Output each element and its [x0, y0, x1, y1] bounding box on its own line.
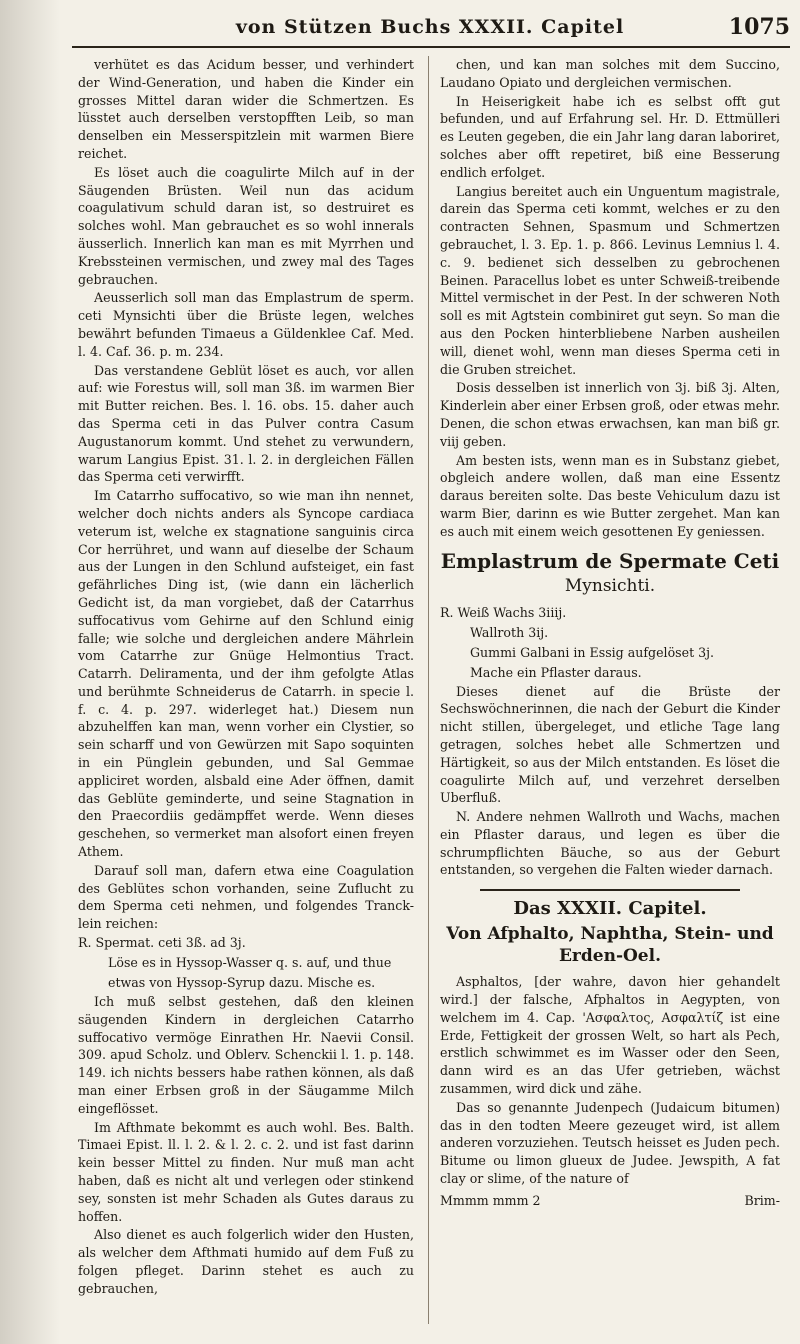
- paragraph: Ich muß selbst gestehen, daß den kleinen säugenden Kindern in dergleichen Catarrho suffocativo vermöge Einrathen Hr. Naevii Consil. 309. apud Scholz. und Oblerv. Schenckii l. 1. p. 148. 149. ich nichts bessers habe rathen können, als daß man einer Erbsen groß in der Säugamme Milch eingeflösset.: [78, 994, 414, 1116]
- page-number: 1075: [728, 14, 790, 40]
- left-column: [78, 56, 414, 1324]
- recipe-line: R. Weiß Wachs 3iiij.: [440, 604, 567, 620]
- paragraph: Also dienet es auch folgerlich wider den Husten, als welcher dem Afthmati humido auf dem Fuß zu folgen pfleget. Darinn stehet es auch zu gebrauchen,: [78, 1227, 414, 1296]
- chapter-rule: [480, 889, 740, 891]
- right-column: [440, 56, 780, 1324]
- paragraph: Das so genannte Judenpech (Judaicum bitumen) das in den todten Meere gezeuget wird, ist allem anderen vorzuziehen. Teutsch heisset es Juden pech. Bitume ou limon glueux de Judee. Jewspith, A fat clay or slime, of the nature of: [440, 1099, 780, 1187]
- catchword: Brim-: [744, 1192, 780, 1208]
- paragraph: Am besten ists, wenn man es in Substanz giebet, obgleich andere wollen, daß man eine Essentz daraus bereiten solte. Das beste Vehiculum dazu ist warm Bier, darinn es wie Butter zergehet. Man kan es auch mit einem weich gesottenen Ey geniessen.: [440, 452, 780, 539]
- paragraph: In Heiserigkeit habe ich es selbst offt gut befunden, und auf Erfahrung sel. Hr. D. Ettmülleri es Leuten gegeben, die ein Jahr lang daran laboriret, solches aber offt repetiret, biß eine Besserung endlich erfolget.: [440, 93, 780, 180]
- recipe-line: Mache ein Pflaster daraus.: [470, 664, 642, 680]
- column-divider: [428, 56, 429, 1324]
- recipe-line: Gummi Galbani in Essig aufgelöset 3j.: [470, 644, 715, 660]
- recipe-line: Wallroth 3ij.: [470, 624, 549, 640]
- paragraph: Im Catarrho suffocativo, so wie man ihn nennet, welcher doch nichts anders als Syncope cardiaca veterum ist, welche ex stagnatione sanguinis circa Cor herrühret, und wann auf dieselbe der Schaum aus der Lungen in den Schlund aufsteiget, ein fast gefährliches Ding ist, (wie dann ein lächerlich Gedicht ist, da man vorgiebet, daß der Catarrhus suffocativus vom Gehirne auf den Schlund einig falle; wie solche und dergleichen andere Mährlein vom Catarrhe zur Gnüge Helmontius Tract. Catarrh. Deliramenta, und der ihm gefolgte Atlas und berühmte Schneiderus de Catarrh. in specie l. f. c. 4. p. 297. widerleget hat.) Diesem nun abzuhelffen kan man, wenn vorher ein Clystier, so sein scharff und von Gewürzen mit Sapo soquinten in ein Pünglein gebunden, und Sal Gemmae appliciret worden, alsbald eine Ader öffnen, damit das Geblüte geminderte, und seine Stagnation in den Praecordiis gedämpffet werde. Wenn dieses geschehen, so vermerket man alsofort einen freyen Athem.: [78, 488, 414, 860]
- binding-shadow: [0, 0, 60, 1344]
- paragraph: Asphaltos, [der wahre, davon hier gehandelt wird.] der falsche, Afphaltos in Aegypten, von welchem im 4. Cap. 'Ασφαλτος, Ασφαλτίζ ist eine Erde, Fettigkeit der grossen Welt, so hart als Pech, erstlich schwimmet es im Wasser oder den Seen, dann wird es an das Ufer getrieben, wächst zusammen, wird dick und zähe.: [440, 974, 780, 1097]
- paragraph: Darauf soll man, dafern etwa eine Coagulation des Geblütes schon vorhanden, seine Zuflucht zu dem Sperma ceti nehmen, und folgendes Tranck-lein reichen:: [78, 862, 414, 932]
- paragraph: Dosis desselben ist innerlich von 3j. biß 3j. Alten, Kinderlein aber einer Erbsen groß, oder etwas mehr. Denen, die schon etwas erwachsen, kan man biß gr. viij geben.: [440, 380, 780, 449]
- running-header: [70, 6, 790, 46]
- page-footer: [440, 1192, 780, 1210]
- header-title: von Stützen Buchs XXXII. Capitel: [235, 16, 625, 38]
- paragraph: Es löset auch die coagulirte Milch auf in der Säugenden Brüsten. Weil nun das acidum coagulativum schuld daran ist, so destruiret es solches wohl. Man gebrauchet es so wohl innerals äusserlich. Innerlich kan man es mit Myrrhen und Krebssteinen vermischen, und zwey mal des Tages gebrauchen.: [78, 164, 414, 287]
- paragraph: Das verstandene Geblüt löset es auch, vor allen auf: wie Forestus will, soll man 3ß. im warmen Bier mit Butter reichen. Bes. l. 16. obs. 15. daher auch das Sperma ceti in das Pulver contra Casum Augustanorum kommt. Und stehet zu verwundern, warum Langius Epist. 31. l. 2. in dergleichen Fällen das Sperma ceti verwirfft.: [78, 362, 414, 485]
- recipe-subtitle: Mynsichti.: [564, 575, 656, 596]
- recipe-line: Löse es in Hyssop-Wasser q. s. auf, und thue etwas von Hyssop-Syrup dazu. Mische es.: [108, 955, 392, 991]
- paragraph: Dieses dienet auf die Brüste der Sechswöchnerinnen, die nach der Geburt die Kinder nicht stillen, übergeleget, und etliche Tage lang getragen, solches hebet alle Schmertzen und Härtigkeit, so aus der Milch entstanden. Es löset die coagulirte Milch auf, und verzehret derselben Uberfluß.: [440, 683, 780, 806]
- paragraph: Langius bereitet auch ein Unguentum magistrale, darein das Sperma ceti kommt, welches er zu den contracten Sehnen, Spasmum und Schmertzen gebrauchet, l. 3. Ep. 1. p. 866. Levinus Lemnius l. 4. c. 9. bedienet sich desselben zu gebrochenen Beinen. Paracellus lobet es unter Schweiß-treibende Mittel vermischet in der Pest. In der schweren Noth soll es mit Agtstein combiniret gut seyn. So man die aus den Pocken hinterbliebene Narben ausheilen will, dienet wohl, wenn man dieses Sperma ceti in die Gruben streichet.: [440, 183, 780, 377]
- paragraph: Im Afthmate bekommt es auch wohl. Bes. Balth. Timaei Epist. ll. l. 2. & l. 2. c. 2. und ist fast darinn kein besser Mittel zu finden. Nur muß man acht haben, daß es nicht alt und verlegen oder stinkend sey, sonsten ist mehr Schaden als Gutes daraus zu hoffen.: [78, 1119, 414, 1224]
- recipe-title: Emplastrum de Spermate Ceti: [440, 548, 780, 573]
- chapter-title: Von Afphalto, Naphtha, Stein- und Erden-Oel.: [446, 924, 774, 967]
- paragraph: Aeusserlich soll man das Emplastrum de sperm. ceti Mynsichti über die Brüste legen, welches bewährt befunden Timaeus a Güldenklee Caf. Med. l. 4. Caf. 36. p. m. 234.: [78, 290, 414, 359]
- signature-mark: Mmmm mmm 2: [440, 1192, 541, 1208]
- recipe-line: R. Spermat. ceti 3ß. ad 3j.: [78, 935, 246, 951]
- header-rule: [72, 46, 790, 48]
- paragraph: N. Andere nehmen Wallroth und Wachs, machen ein Pflaster daraus, und legen es über die schrumpflichten Bäuche, so aus der Geburt entstanden, so vergehen die Falten wieder darnach.: [440, 809, 780, 878]
- paragraph: verhütet es das Acidum besser, und verhindert der Wind-Generation, und haben die Kinder ein grosses Mittel daran wider die Schmertzen. Es lüsstet auch derselben verstopfften Leib, so man denselben ein Messerspitzlein mit warmen Biere reichet.: [78, 57, 414, 161]
- chapter-number: Das XXXII. Capitel.: [513, 898, 707, 920]
- paragraph: chen, und kan man solches mit dem Succino, Laudano Opiato und dergleichen vermischen.: [440, 57, 780, 90]
